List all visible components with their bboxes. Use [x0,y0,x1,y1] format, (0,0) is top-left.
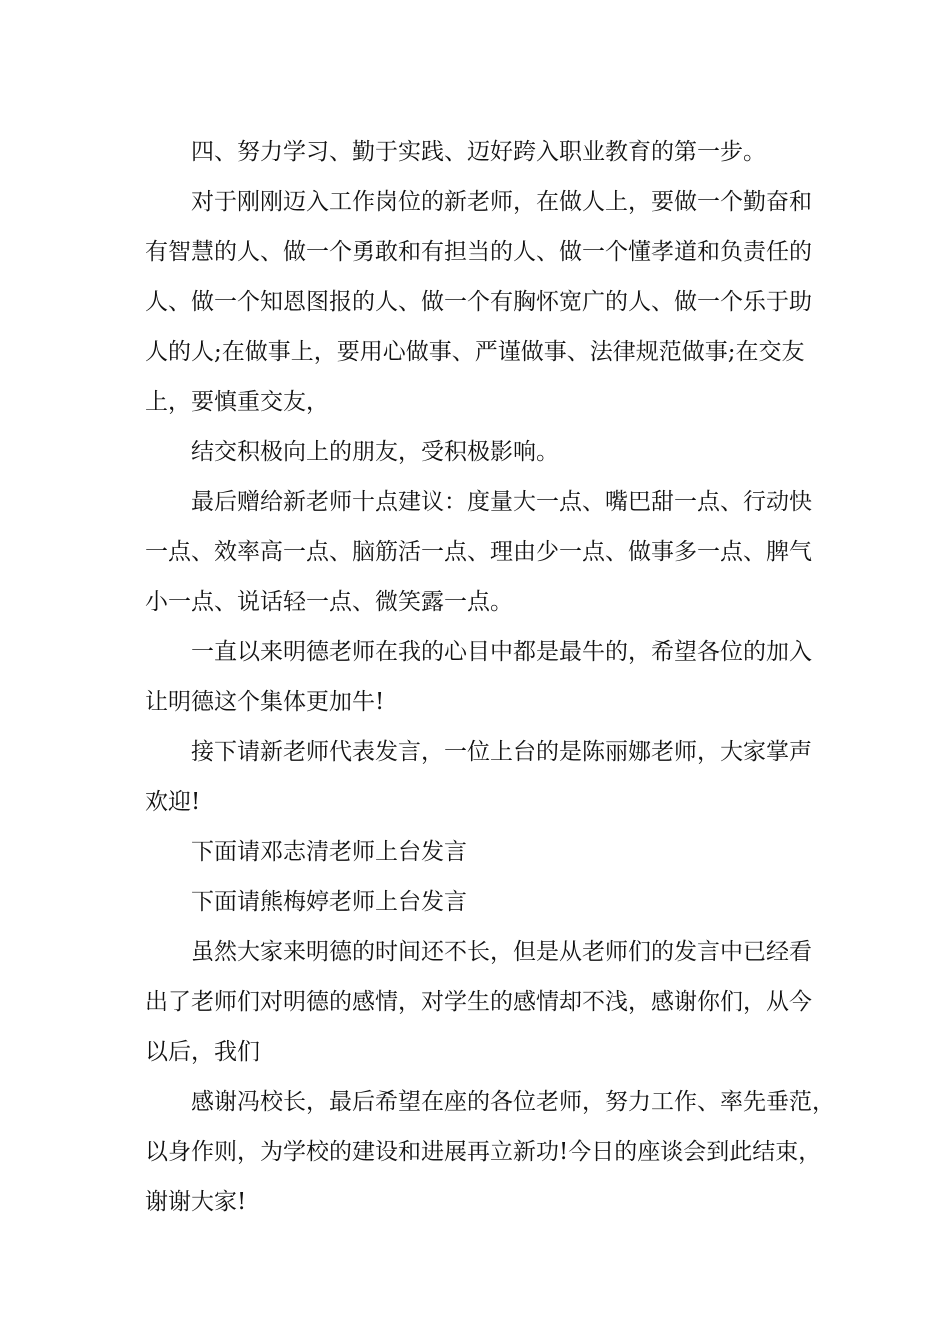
text-line: 人的人;在做事上，要用心做事、严谨做事、法律规范做事;在交友 [145,339,805,365]
text-line: 一点、效率高一点、脑筋活一点、理由少一点、做事多一点、脾气 [145,539,812,565]
text-line: 四、努力学习、勤于实践、迈好跨入职业教育的第一步。 [191,139,766,165]
paragraph-heading-4 [145,127,835,177]
text-line: 人、做一个知恩图报的人、做一个有胸怀宽广的人、做一个乐于助 [145,289,812,315]
paragraph-speaker-xiong [145,877,835,927]
paragraph-speaker-deng [145,827,835,877]
text-line: 感谢冯校长，最后希望在座的各位老师，努力工作、率先垂范， [191,1089,835,1115]
text-line: 上，要慎重交友， [145,389,329,415]
text-line: 虽然大家来明德的时间还不长，但是从老师们的发言中已经看 [191,939,812,965]
paragraph-new-teacher-advice [145,177,835,427]
text-line: 一直以来明德老师在我的心目中都是最牛的，希望各位的加入 [191,639,812,665]
text-line: 让明德这个集体更加牛! [145,689,385,715]
text-line: 结交积极向上的朋友，受积极影响。 [191,439,559,465]
text-line: 出了老师们对明德的感情，对学生的感情却不浅，感谢你们，从今 [145,989,812,1015]
text-line: 以身作则，为学校的建设和进展再立新功!今日的座谈会到此结束， [145,1139,822,1165]
text-line: 对于刚刚迈入工作岗位的新老师，在做人上，要做一个勤奋和 [191,189,812,215]
paragraph-gratitude [145,927,835,1077]
text-line: 有智慧的人、做一个勇敢和有担当的人、做一个懂孝道和负责任的 [145,239,812,265]
paragraph-friends [145,427,835,477]
text-line: 以后，我们 [145,1039,260,1065]
text-line: 欢迎! [145,789,201,815]
text-line: 最后赠给新老师十点建议：度量大一点、嘴巴甜一点、行动快 [191,489,812,515]
text-line: 小一点、说话轻一点、微笑露一点。 [145,589,513,615]
text-line: 接下请新老师代表发言，一位上台的是陈丽娜老师，大家掌声 [191,739,812,765]
text-line: 下面请邓志清老师上台发言 [191,839,467,865]
text-line: 下面请熊梅婷老师上台发言 [191,889,467,915]
paragraph-mingde-teachers [145,627,835,727]
paragraph-closing [145,1077,835,1227]
document-page [145,127,835,1227]
paragraph-representative-speech [145,727,835,827]
text-line: 谢谢大家! [145,1189,247,1215]
paragraph-ten-suggestions [145,477,835,627]
